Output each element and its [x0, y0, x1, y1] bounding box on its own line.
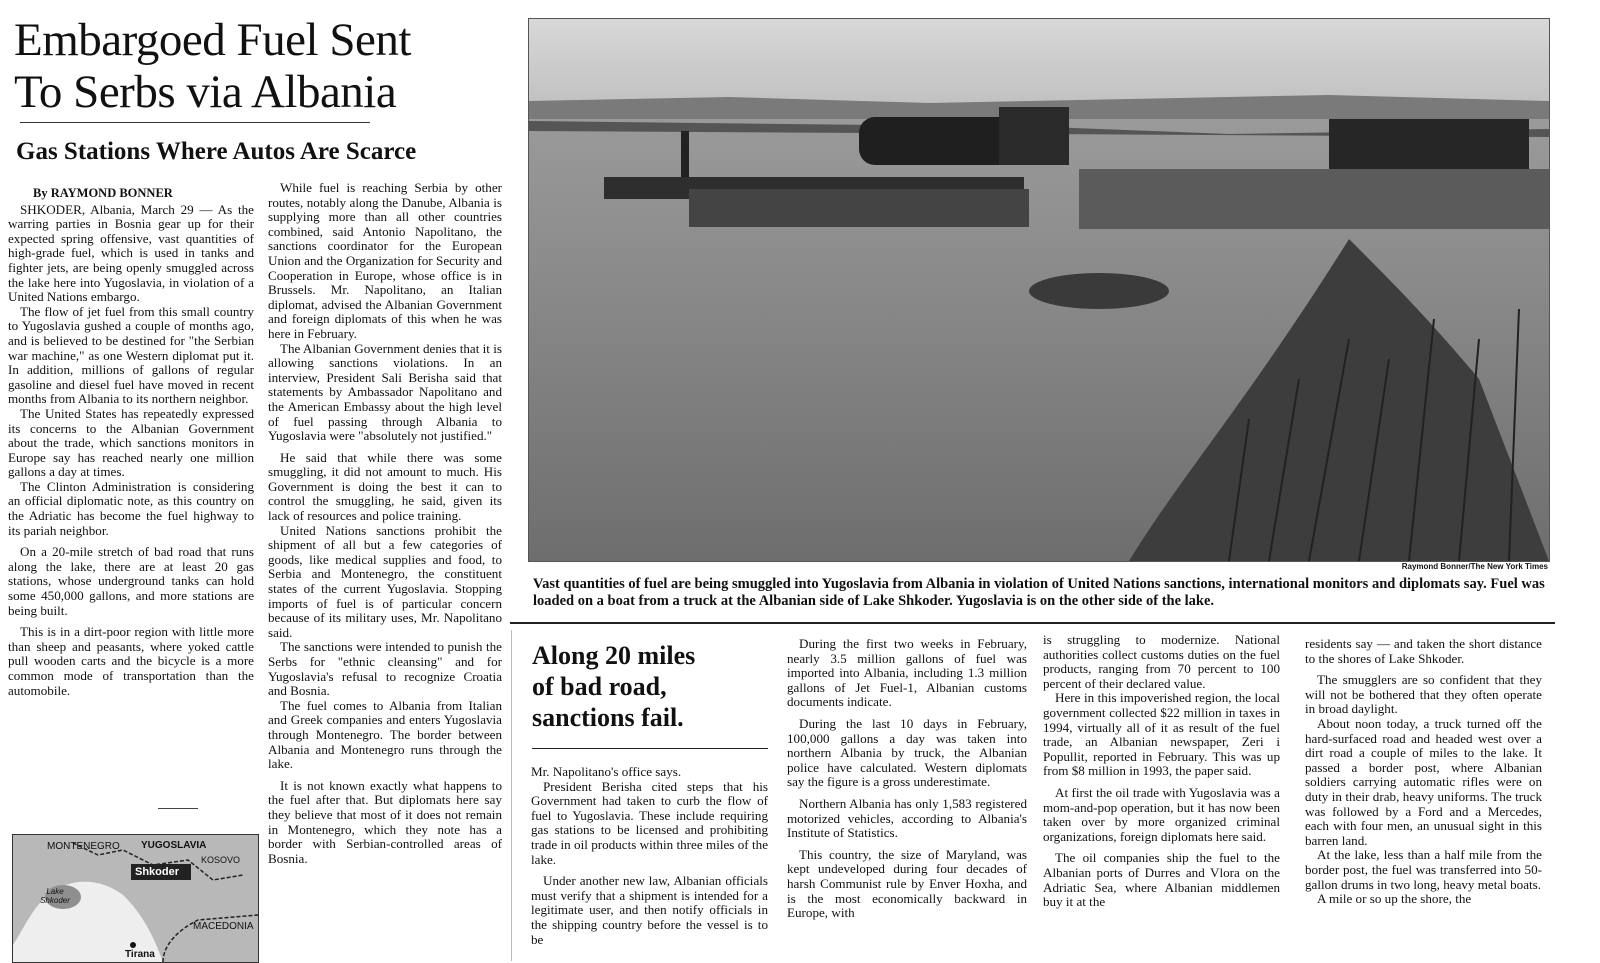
subhead: Gas Stations Where Autos Are Scarce [16, 138, 417, 165]
paragraph: The oil companies ship the fuel to the Albanian ports of Durres and Vlora on the Adriatic Sea, where Albanian middlemen buy it at the [1043, 850, 1280, 910]
paragraph: Here in this impoverished region, the local government collected $22 million in taxes in 1994, virtually all of it as result of the fuel trade, an Albanian newspaper, Zeri i Popullit, reported in February. This was up from $8 million in 1993, the paper said. [1043, 690, 1280, 779]
map-label-macedonia: MACEDONIA [193, 921, 254, 932]
column-divider [511, 630, 512, 961]
paragraph: The Clinton Administration is considering an official diplomatic note, as this country on the Adriatic has become the fuel highway to its pariah neighbor. [8, 478, 254, 538]
photo-credit: Raymond Bonner/The New York Times [1401, 562, 1548, 571]
pull-quote-rule [532, 748, 768, 749]
article-column-1 [8, 186, 254, 698]
paragraph: is struggling to modernize. National authorities collect customs duties on the fuel products, ranging from 70 percent to 100 percent of their declared value. [1043, 632, 1280, 691]
paragraph: The sanctions were intended to punish the Serbs for "ethnic cleansing" and for Yugoslavia's refusal to recognize Croatia and Bosnia. [268, 639, 502, 699]
photo-graphic [529, 19, 1549, 561]
locator-map [12, 834, 259, 963]
headline-line-1: Embargoed Fuel Sent [14, 14, 411, 66]
map-label-shkoder: Shkoder [135, 866, 180, 878]
paragraph: During the last 10 days in February, 100,000 gallons a day was taken into northern Albania by truck, the Albanian police have calculated. Western diplomats say the figure is a gross underestimate. [787, 715, 1027, 790]
paragraph: On a 20-mile stretch of bad road that runs along the lake, there are at least 20 gas stations, whose underground tanks can hold some 450,000 gallons, and more stations are being built. [8, 544, 254, 618]
headline-line-2: To Serbs via Albania [14, 66, 397, 118]
paragraph: Under another new law, Albanian officials must verify that a shipment is intended for a legitimate user, and then notify officials in the shipping country before the vessel is to be [531, 873, 768, 947]
news-photo [528, 18, 1550, 562]
pull-quote [532, 640, 772, 733]
paragraph: Mr. Napolitano's office says. [531, 764, 682, 779]
section-divider [510, 622, 1555, 624]
paragraph: United Nations sanctions prohibit the shipment of all but a few categories of goods, like medical supplies and food, to Serbia and Montenegro, the constituent states of the current Yugoslavia. Stopping imports of fuel is of particular concern because of its military uses, Mr. Napolitano said. [268, 522, 502, 640]
map-label-tirana: Tirana [125, 949, 155, 960]
headline-rule [20, 122, 370, 123]
paragraph: The Albanian Government denies that it is allowing sanctions violations. In an interview, President Sali Berisha said that statements by Ambassador Napolitano and the American Embassy about the high level of fuel passing through Albania to Yugoslavia were "absolutely not justified." [268, 340, 502, 444]
article-column-3 [531, 765, 768, 947]
article-column-4 [787, 637, 1027, 921]
paragraph: The flow of jet fuel from this small country to Yugoslavia gushed a couple of months ago, and is believed to be destined for "the Serbian war machine," as one Western diplomat put it. In addition, millions of gallons of regular gasoline and diesel fuel have moved in recent months from Albania to its northern neighbor. [8, 303, 254, 407]
paragraph: Northern Albania has only 1,583 registered motorized vehicles, according to Albania's Institute of Statistics. [787, 795, 1027, 841]
pull-quote-line-2: of bad road, [532, 672, 667, 701]
paragraph: This is in a dirt-poor region with little more than sheep and peasants, where yoked cattle pull wooden carts and the bicycle is a more common mode of transportation than the automobile. [8, 624, 254, 698]
paragraph: At the lake, less than a half mile from the border post, the fuel was transferred into 50-gallon drums in two long, heavy metal boats. [1305, 847, 1542, 892]
paragraph: The fuel comes to Albania from Italian and Greek companies and enters Yugoslavia through Montenegro. The border between Albania and Montenegro runs through the lake. [268, 697, 502, 772]
paragraph: About noon today, a truck turned off the hard-surfaced road and headed west over a dirt road a couple of miles to the lake. It passed a border post, where Albanian soldiers carrying automatic rifles were on duty in their drab, heavy uniforms. The truck was followed by a Ford and a Mercedes, each with four men, an unusual sight in this barren land. [1305, 715, 1542, 848]
byline: By RAYMOND BONNER [33, 186, 173, 200]
paragraph: It is not known exactly what happens to the fuel after that. But diplomats here say they believe that most of it does not remain in Montenegro, which they note has a border with Serbian-controlled areas of Bosnia. [268, 777, 502, 866]
paragraph: President Berisha cited steps that his Government had taken to curb the flow of fuel to Yugoslavia. These include requiring gas stations to be licensed and prohibiting trade in oil products within three miles of the lake. [531, 778, 768, 867]
headline [14, 14, 514, 118]
paragraph: While fuel is reaching Serbia by other routes, notably along the Danube, Albania is supplying more than all other countries combined, said Antonio Napolitano, the sanctions coordinator for the European Union and the Organization for Security and Cooperation in Europe, whose office is in Brussels. Mr. Napolitano, an Italian diplomat, advised the Albanian Government and foreign diplomats of this when he was here in February. [268, 180, 502, 341]
paragraph: The smugglers are so confident that they will not be bothered that they often operate in broad daylight. [1305, 672, 1542, 717]
paragraph: During the first two weeks in February, nearly 3.5 million gallons of fuel was imported into Albania, including 1.3 million gallons of Jet Fuel-1, Albanian customs documents indicate. [787, 636, 1027, 710]
article-column-5 [1043, 633, 1280, 910]
article-column-6 [1305, 637, 1542, 907]
paragraph: He said that while there was some smuggling, it did not amount to much. His Government is doing the best it can to control the smuggling, he said, given its lack of resources and police training. [268, 449, 502, 524]
paragraph: At first the oil trade with Yugoslavia was a mom-and-pop operation, but it has now been taken over by more organized criminal organizations, foreign diplomats here said. [1043, 784, 1280, 844]
paragraph: residents say — and taken the short distance to the shores of Lake Shkoder. [1305, 636, 1542, 666]
paragraph: This country, the size of Maryland, was kept undeveloped during four decades of harsh Communist rule by Enver Hoxha, and is the most economically backward in Europe, with [787, 846, 1027, 921]
paragraph: A mile or so up the shore, the [1317, 891, 1472, 907]
article-column-2 [268, 181, 502, 866]
pull-quote-line-1: Along 20 miles [532, 641, 696, 670]
map-label-lake: Lake Shkoder [40, 887, 70, 905]
photo-caption: Vast quantities of fuel are being smuggled into Yugoslavia from Albania in violation of United Nations sanctions, international monitors and diplomats say. Fuel was loaded on a boat from a truck at the Albanian side of Lake Shkoder. Yugoslavia is on the other side of the lake. [533, 576, 1545, 609]
pull-quote-line-3: sanctions fail. [532, 703, 684, 732]
paragraph: SHKODER, Albania, March 29 — As the warring parties in Bosnia gear up for their expected spring offensive, vast quantities of high-grade fuel, which is used in tanks and fighter jets, are being openly smuggled across the lake here into Yugoslavia, in violation of a United Nations embargo. [8, 201, 254, 305]
map-label-yugoslavia: YUGOSLAVIA [141, 840, 207, 851]
map-label-montenegro: MONTENEGRO [47, 841, 120, 852]
map-label-kosovo: KOSOVO [201, 855, 241, 865]
section-end-rule [158, 808, 198, 809]
paragraph: The United States has repeatedly expressed its concerns to the Albanian Government about the trade, which sanctions monitors in Europe say has reached nearly one million gallons a day at times. [8, 405, 254, 480]
